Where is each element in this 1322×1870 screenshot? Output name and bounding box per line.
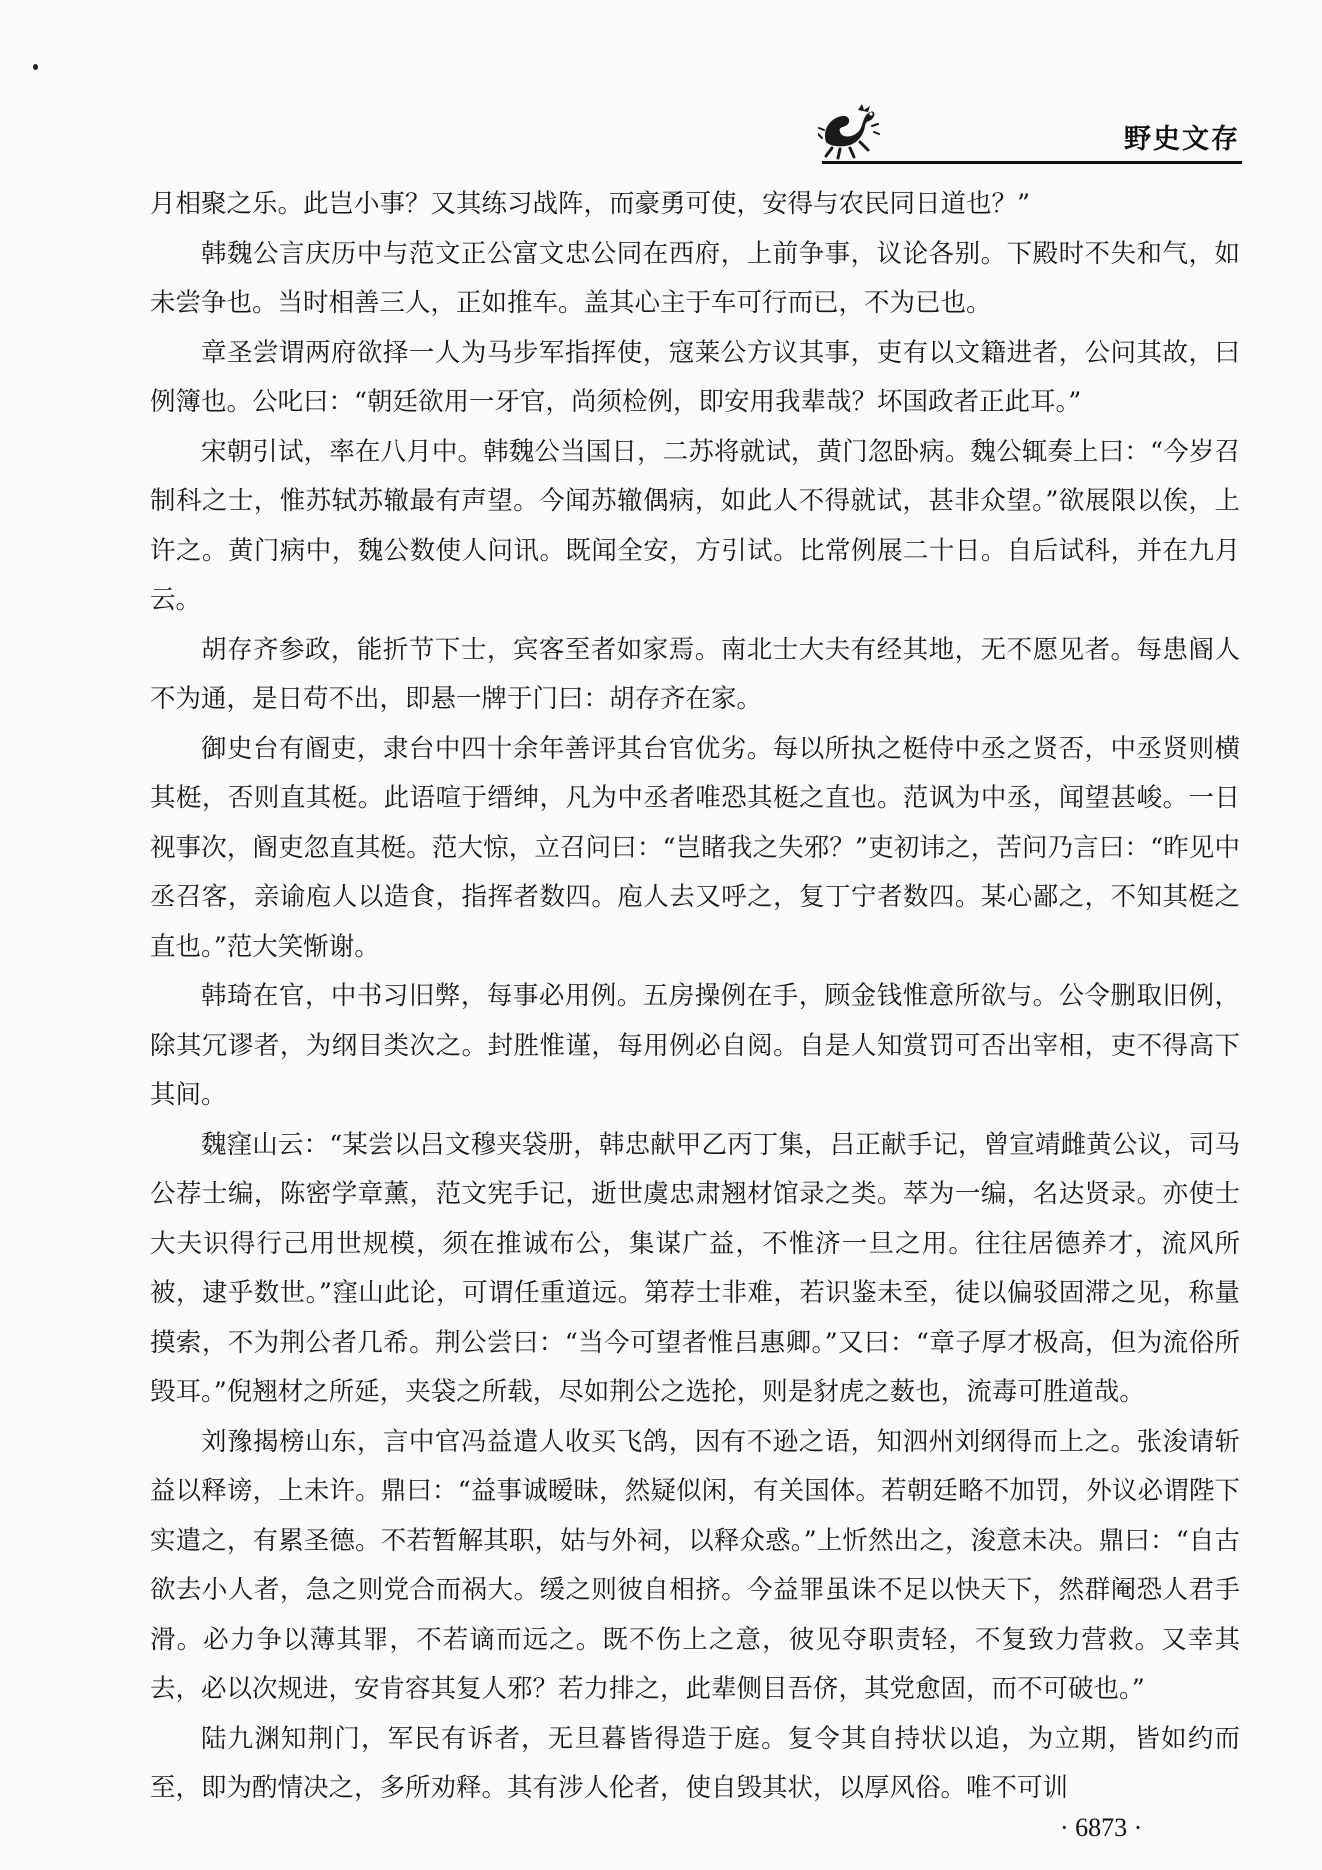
body-text [150,180,1240,1814]
paragraph: 月相聚之乐。此岂小事？又其练习战阵，而豪勇可使，安得与农民同日道也？” [150,189,1031,219]
header-rule [822,161,1242,164]
page-header [0,0,1322,175]
paragraph: 宋朝引试，率在八月中。韩魏公当国日，二苏将就试，黄门忽卧病。魏公辄奏上曰：“今岁召制科之士，惟苏轼苏辙最有声望。今闻苏辙偶病，如此人不得就试，甚非众望。”欲展限以俟，上许之。黄门病中，魏公数使人问讯。既闻全安，方引试。比常例展二十日。自后试科，并在九月云。 [150,436,1240,615]
paragraph: 章圣尝谓两府欲择一人为马步军指挥使，寇莱公方议其事，吏有以文籍进者，公问其故，曰例簿也。公叱曰：“朝廷欲用一牙官，尚须检例，即安用我辈哉？坏国政者正此耳。” [150,337,1240,417]
running-title: 野史文存 [1124,124,1240,155]
paragraph: 刘豫揭榜山东，言中官冯益遣人收买飞鸽，因有不逊之语，知泗州刘纲得而上之。张浚请斩益以释谤，上未许。鼎曰：“益事诚暧昧，然疑似闲，有关国体。若朝廷略不加罚，外议必谓陛下实遣之，有累圣德。不若暂解其职，姑与外祠，以释众惑。”上忻然出之，浚意未决。鼎曰：“自古欲去小人者，急之则党合而祸大。缓之则彼自相挤。今益罪虽诛不足以快天下，然群阉恐人君手滑。必力争以薄其罪，不若谪而远之。既不伤上之意，彼见夺职责轻，不复致力营救。又幸其去，必以次规进，安肯容其复人邪？若力排之，此辈侧目吾侪，其党愈固，而不可破也。” [150,1426,1240,1704]
dragon-emblem-icon [818,100,880,162]
paragraph: 陆九渊知荆门，军民有诉者，无旦暮皆得造于庭。复令其自持状以追，为立期，皆如约而至，即为酌情决之，多所劝释。其有涉人伦者，使自毁其状，以厚风俗。唯不可训 [150,1723,1240,1803]
paragraph: 御史台有阍吏，隶台中四十余年善评其台官优劣。每以所执之梃侍中丞之贤否，中丞贤则横其梃，否则直其梃。此语喧于缙绅，凡为中丞者唯恐其梃之直也。范讽为中丞，闻望甚峻。一日视事次，阍吏忽直其梃。范大惊，立召问曰：“岂睹我之失邪？”吏初讳之，苦问乃言曰：“昨见中丞召客，亲谕庖人以造食，指挥者数四。庖人去又呼之，复丁宁者数四。某心鄙之，不知其梃之直也。”范大笑惭谢。 [150,733,1240,962]
paragraph: 魏窪山云：“某尝以吕文穆夹袋册，韩忠献甲乙丙丁集，吕正献手记，曾宣靖雌黄公议，司马公荐士编，陈密学章薰，范文宪手记，逝世虞忠肃翘材馆录之类。萃为一编，名达贤录。亦使士大夫识得行己用世规模，须在推诚布公，集谋广益，不惟济一旦之用。往往居德养才，流风所被，逮乎数世。”窪山此论，可谓任重道远。第荐士非难，若识鉴未至，徒以偏驳固滞之见，称量摸索，不为荆公者几希。荆公尝曰：“当今可望者惟吕惠卿。”又曰：“章子厚才极高，但为流俗所毁耳。”倪翘材之所延，夹袋之所载，尽如荆公之选抡，则是豺虎之薮也，流毒可胜道哉。 [150,1129,1240,1407]
paragraph: 韩魏公言庆历中与范文正公富文忠公同在西府，上前争事，议论各别。下殿时不失和气，如未尝争也。当时相善三人，正如推车。盖其心主于车可行而已，不为已也。 [150,238,1240,318]
paragraph: 胡存齐参政，能折节下士，宾客至者如家焉。南北士大夫有经其地，无不愿见者。每患阍人不为通，是日苟不出，即悬一牌于门曰：胡存齐在家。 [150,634,1240,714]
page-number: · 6873 · [1060,1813,1143,1842]
paragraph: 韩琦在官，中书习旧弊，每事必用例。五房操例在手，顾金钱惟意所欲与。公令删取旧例，除其冗谬者，为纲目类次之。封胜惟谨，每用例必自阅。自是人知赏罚可否出宰相，吏不得高下其间。 [150,981,1240,1110]
